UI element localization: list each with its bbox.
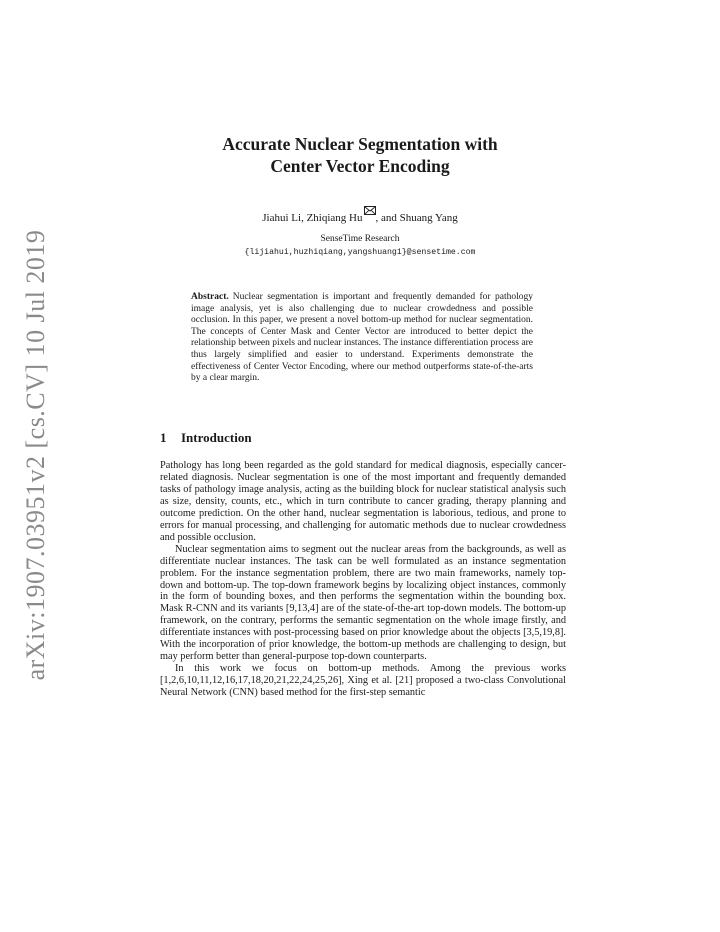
abstract [191,292,533,385]
authors-prefix: Jiahui Li, Zhiqiang Hu [262,212,363,224]
paper-title [0,133,720,177]
section-number: 1 [160,430,167,445]
section-title: Introduction [181,430,252,445]
paragraph: Nuclear segmentation aims to segment out the nuclear areas from the backgrounds, as well as differentiate nuclear instances. The task can be well formulated as an instance segmentation problem. For the instance segmentation problem, there are two main frameworks, namely top-down and bottom-up. The top-down framework begins by localizing object instances, commonly in the form of bounding boxes, and then performs the segmentation within the bounding box. Mask R-CNN and its variants [9,13,4] are of the state-of-the-art top-down models. The bottom-up framework, on the contrary, performs the semantic segmentation on the whole image firstly, and differentiate instances with post-processing based on prior knowledge about the objects [3,5,19,8]. With the incorporation of prior knowledge, the bottom-up methods are challenging to design, but may perform better than general-purpose top-down counterparts. [160,543,566,663]
envelope-icon [364,206,376,215]
title-line-2: Center Vector Encoding [270,156,450,176]
arxiv-identifier: arXiv:1907.03951v2 [cs.CV] 10 Jul 2019 [21,229,50,681]
introduction-body [160,460,566,699]
authors-suffix: , and Shuang Yang [375,212,458,224]
section-heading [160,430,252,446]
abstract-text: Nuclear segmentation is important and frequently demanded for pathology image analysis, yet is also challenging due to nuclear crowdedness and possible occlusion. In this paper, we present a novel bottom-up method for nuclear segmentation. The concepts of Center Mask and Center Vector are introduced to better depict the relationship between pixels and nuclear instances. The instance differentiation process are thus largely simplified and easier to understand. Experiments demonstrate the effectiveness of Center Vector Encoding, where our method outperforms state-of-the-arts by a clear margin. [191,292,533,384]
author-emails: {lijiahui,huzhiqiang,yangshuang1}@sensetime.com [244,248,476,257]
paragraph: Pathology has long been regarded as the gold standard for medical diagnosis, especially cancer-related diagnosis. Nuclear segmentation is one of the most important and frequently demanded tasks of pathology image analysis, acting as the building block for nuclear statistical analysis such as size, density, counts, etc., which in turn contribute to cancer grading, therapy planning and outcome prediction. On the other hand, nuclear segmentation is laborious, tedious, and prone to errors for manual processing, and challenging for automatic methods due to nuclear crowdedness and possible occlusion. [160,460,566,543]
affiliation: SenseTime Research [320,234,400,244]
title-line-1: Accurate Nuclear Segmentation with [222,134,498,154]
abstract-label: Abstract. [191,292,229,302]
paragraph: In this work we focus on bottom-up methods. Among the previous works [1,2,6,10,11,12,16,17,18,20,21,22,24,25,26], Xing et al. [21] proposed a two-class Convolutional Neural Network (CNN) based method for the first-step semantic [160,663,566,699]
authors [0,206,720,224]
